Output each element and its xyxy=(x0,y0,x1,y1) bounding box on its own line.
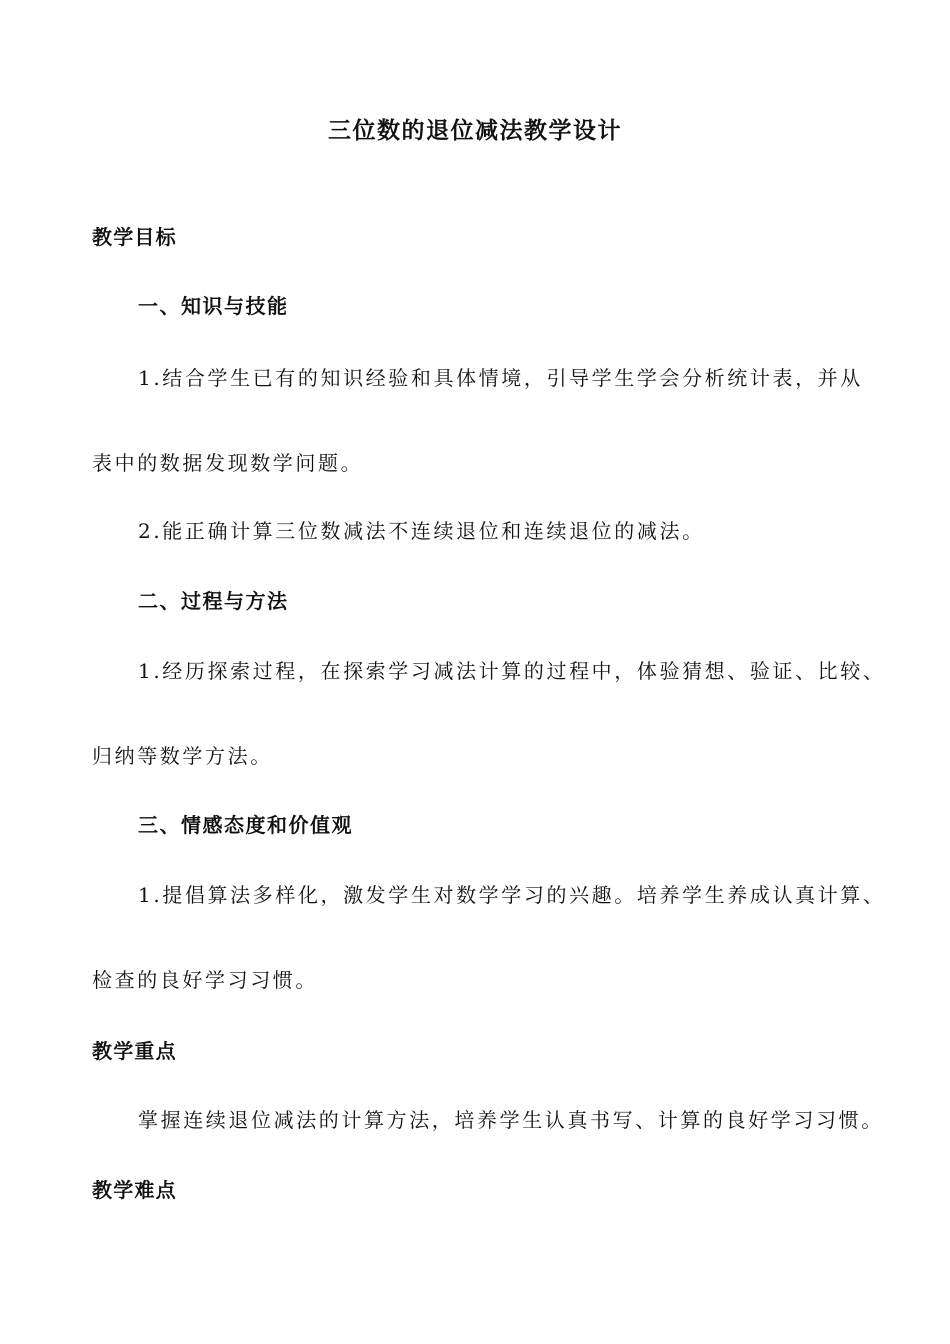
knowledge-item-1-line-2: 表中的数据发现数学问题。 xyxy=(92,451,364,475)
knowledge-skills-heading: 一、知识与技能 xyxy=(138,294,289,318)
keypoint-heading: 教学重点 xyxy=(92,1039,177,1063)
process-methods-heading: 二、过程与方法 xyxy=(138,589,289,613)
difficulty-heading: 教学难点 xyxy=(92,1178,177,1202)
document-title: 三位数的退位减法教学设计 xyxy=(328,117,622,144)
knowledge-item-2: 2.能正确计算三位数减法不连续退位和连续退位的减法。 xyxy=(138,519,705,543)
process-item-1-line-2: 归纳等数学方法。 xyxy=(92,744,273,768)
keypoint-text: 掌握连续退位减法的计算方法，培养学生认真书写、计算的良好学习习惯。 xyxy=(138,1108,884,1132)
objectives-heading: 教学目标 xyxy=(92,225,177,249)
emotion-item-1-line-2: 检查的良好学习习惯。 xyxy=(92,968,318,992)
knowledge-item-1-line-1: 1.结合学生已有的知识经验和具体情境，引导学生学会分析统计表，并从 xyxy=(138,366,863,390)
process-item-1-line-1: 1.经历探索过程，在探索学习减法计算的过程中，体验猜想、验证、比较、 xyxy=(138,659,886,683)
emotion-values-heading: 三、情感态度和价值观 xyxy=(138,813,353,837)
emotion-item-1-line-1: 1.提倡算法多样化，激发学生对数学学习的兴趣。培养学生养成认真计算、 xyxy=(138,883,886,907)
